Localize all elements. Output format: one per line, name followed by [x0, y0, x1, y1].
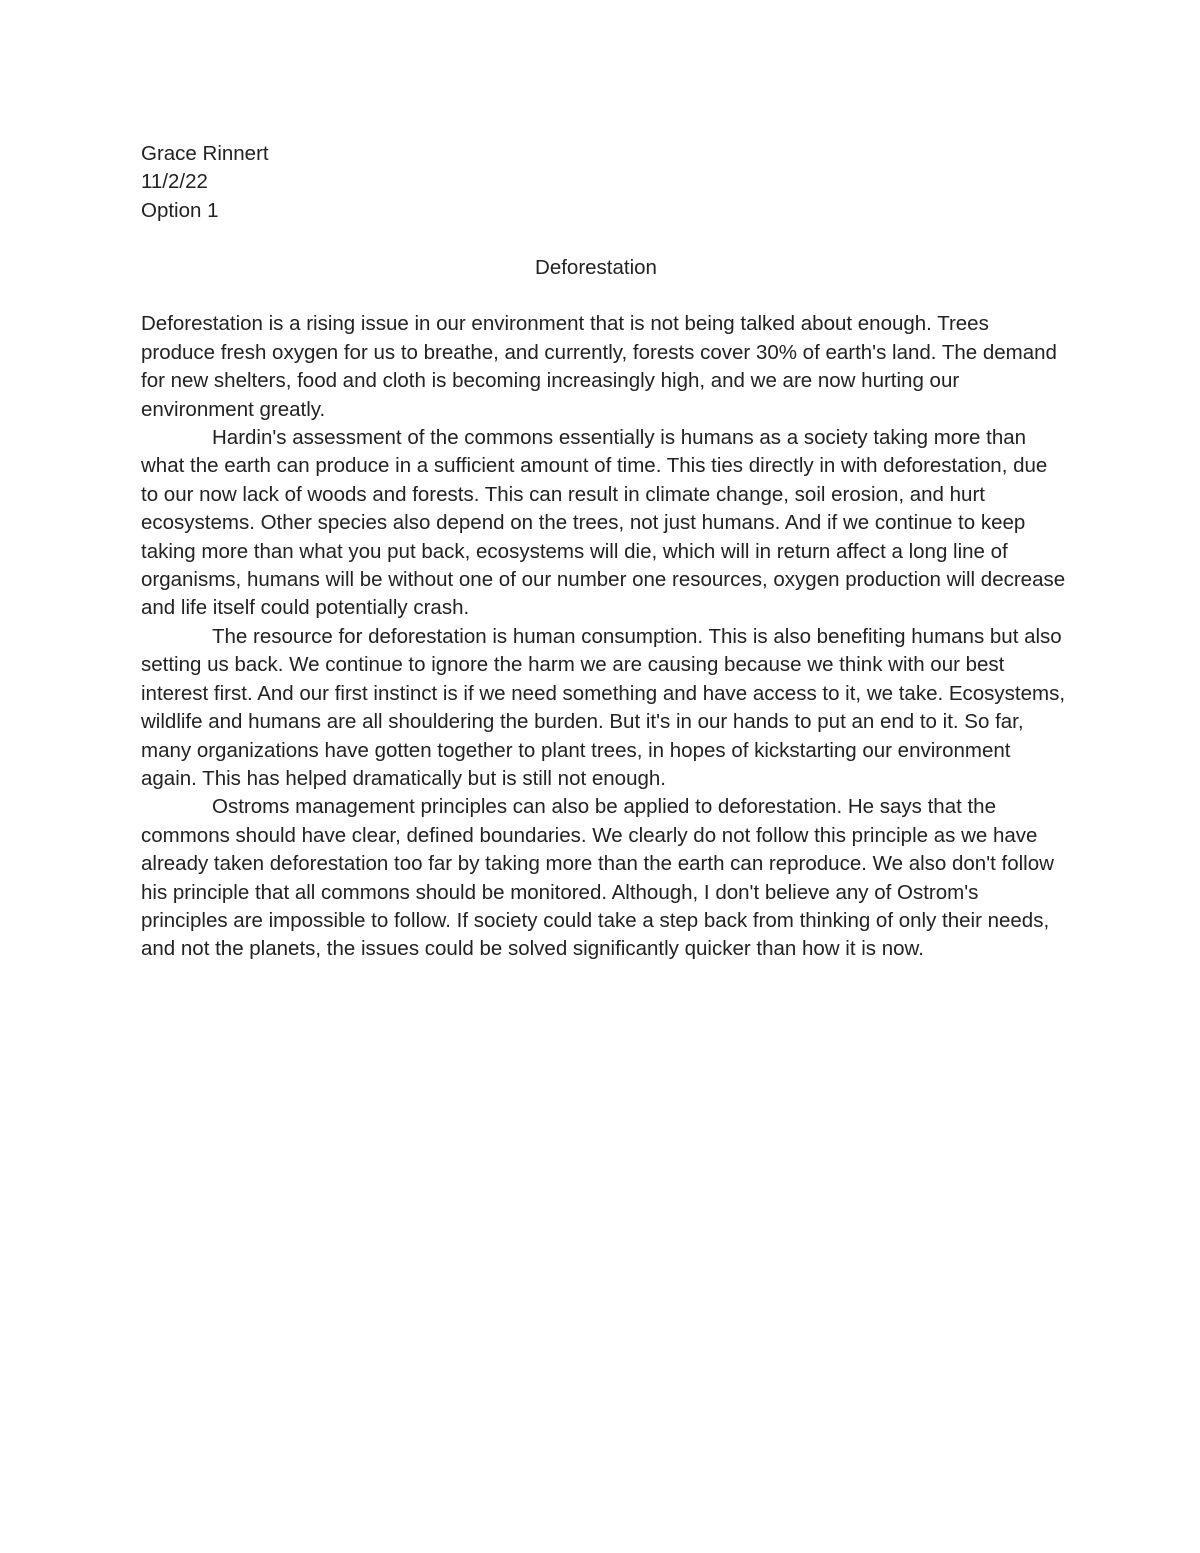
- author-name: Grace Rinnert: [141, 142, 269, 165]
- document-title: Deforestation: [535, 255, 657, 279]
- blank-line: [141, 225, 1066, 253]
- document-date: 11/2/22: [141, 170, 208, 194]
- paragraph-resource: The resource for deforestation is human consumption. This is also benefiting humans but also setting us back. We continue to ignore the harm we are causing because we think with our best interest first. And our first instinct is if we need something and have access to it, we take. Ecosystems, wildlife and humans are all shouldering the burden. But it's in our hands to put an end to it. So far, many organizations have gotten together to plant trees, in hopes of kickstarting our environment again. This has helped dramatically but is still not enough.: [141, 624, 1066, 790]
- paragraph-intro: Deforestation is a rising issue in our environment that is not being talked about enough. Trees produce fresh oxygen for us to breathe, and currently, forests cover 30% of earth's land. The demand for new shelters, food and cloth is becoming increasingly high, and we are now hurting our environment greatly.: [141, 312, 1057, 421]
- assignment-option: Option 1: [141, 198, 219, 222]
- blank-line: [141, 282, 1066, 310]
- paragraph-hardin: Hardin's assessment of the commons essentially is humans as a society taking more than what the earth can produce in a sufficient amount of time. This ties directly in with deforestation, due to our now lack of woods and forests. This can result in climate change, soil erosion, and hurt ecosystems. Other species also depend on the trees, not just humans. And if we continue to keep taking more than what you put back, ecosystems will die, which will in return affect a long line of organisms, humans will be without one of our number one resources, oxygen production will decrease and life itself could potentially crash.: [141, 426, 1066, 620]
- document-body: [141, 140, 1066, 964]
- paragraph-ostrom: Ostroms management principles can also be applied to deforestation. He says that the commons should have clear, defined boundaries. We clearly do not follow this principle as we have already taken deforestation too far by taking more than the earth can reproduce. We also don't follow his principle that all commons should be monitored. Although, I don't believe any of Ostrom's principles are impossible to follow. If society could take a step back from thinking of only their needs, and not the planets, the issues could be solved significantly quicker than how it is now.: [141, 795, 1054, 961]
